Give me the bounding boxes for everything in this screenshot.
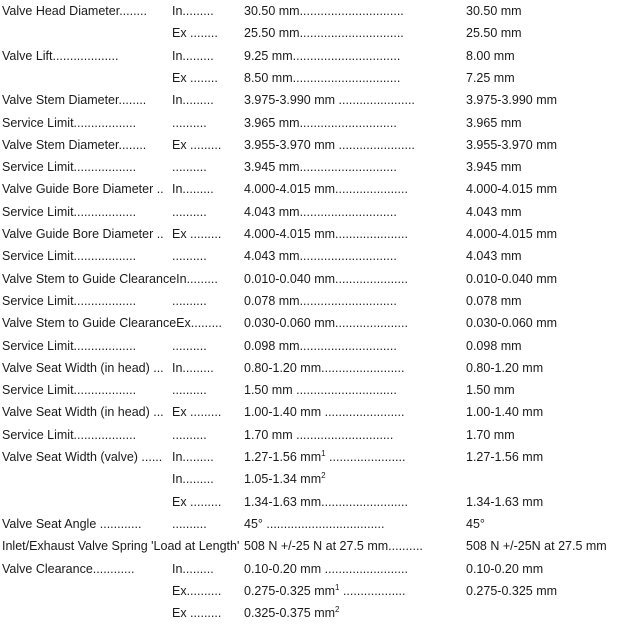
standard-value — [244, 360, 464, 376]
port-type: .......... — [172, 338, 207, 353]
port-type: .......... — [172, 516, 207, 531]
standard-value — [244, 92, 464, 108]
standard-value — [244, 494, 464, 510]
standard-value — [244, 226, 464, 242]
spec-label: Service Limit.................. — [2, 427, 137, 442]
spec-row — [0, 514, 627, 534]
port-type: Ex.......... — [172, 583, 222, 598]
spec-label: Valve Clearance............ — [2, 561, 135, 576]
limit-value: 25.50 mm — [466, 26, 522, 41]
limit-value: 1.27-1.56 mm — [466, 450, 544, 464]
limit-value: 4.043 mm — [466, 204, 522, 219]
standard-value-text: 0.078 mm............................ — [244, 293, 397, 308]
spec-label: Valve Seat Width (in head) ... — [2, 360, 164, 375]
port-type: In......... — [172, 93, 214, 108]
standard-value — [244, 471, 464, 487]
port-type: Ex ........ — [172, 26, 218, 41]
footnote-marker: 2 — [335, 605, 340, 615]
standard-value-text: 0.325-0.375 mm — [244, 606, 336, 621]
spec-row — [0, 269, 627, 289]
port-type: In......... — [172, 182, 214, 197]
standard-value — [244, 70, 464, 86]
port-type: In......... — [172, 4, 214, 18]
spec-label: Valve Lift................... — [2, 48, 119, 63]
spec-row — [0, 46, 627, 66]
standard-value-text: 508 N +/-25 N at 27.5 mm.......... — [244, 539, 423, 554]
port-type: .......... — [172, 383, 207, 398]
spec-row — [0, 603, 627, 623]
port-type: .......... — [172, 293, 207, 308]
port-type: Ex ......... — [172, 227, 222, 241]
standard-value — [244, 338, 464, 354]
limit-value: 3.975-3.990 mm — [466, 93, 558, 108]
standard-value — [244, 427, 464, 443]
spec-row — [0, 291, 627, 311]
standard-value — [244, 561, 464, 577]
standard-value — [244, 605, 464, 621]
standard-value — [244, 115, 464, 131]
spec-row — [0, 246, 627, 266]
port-type: Ex ......... — [172, 137, 222, 152]
spec-row — [0, 157, 627, 177]
port-type: In......... — [172, 48, 214, 63]
port-type: In......... — [172, 472, 214, 487]
limit-value: 1.70 mm — [466, 427, 515, 442]
standard-value-text: 3.945 mm............................ — [244, 160, 397, 175]
standard-value — [244, 159, 464, 175]
spec-label: Valve Seat Width (in head) ... — [2, 405, 164, 420]
limit-value: 0.010-0.040 mm — [466, 271, 558, 286]
limit-value: 30.50 mm — [466, 4, 522, 18]
standard-value — [244, 25, 464, 41]
port-type: Ex ......... — [172, 606, 222, 621]
footnote-marker: 2 — [321, 471, 326, 481]
standard-value-text: 4.000-4.015 mm..................... — [244, 182, 408, 197]
standard-value — [244, 516, 464, 532]
spec-label: Valve Stem to Guide ClearanceIn......... — [2, 271, 218, 286]
limit-value: 7.25 mm — [466, 70, 515, 85]
spec-row — [0, 469, 627, 489]
standard-value-text: 0.098 mm............................ — [244, 338, 397, 353]
spec-row — [0, 559, 627, 579]
standard-value — [244, 315, 464, 331]
port-type: .......... — [172, 204, 207, 219]
limit-value: 4.000-4.015 mm — [466, 227, 558, 241]
spec-row — [0, 90, 627, 110]
port-type: Ex ......... — [172, 405, 222, 420]
standard-value-text: 3.965 mm............................ — [244, 115, 397, 130]
standard-value — [244, 583, 464, 599]
spec-label: Valve Head Diameter........ — [2, 4, 147, 18]
leader-dots: .................. — [339, 583, 406, 598]
port-type: In......... — [172, 450, 214, 464]
spec-row — [0, 336, 627, 356]
spec-label: Service Limit.................. — [2, 249, 137, 264]
standard-value — [244, 137, 464, 153]
limit-value: 1.34-1.63 mm — [466, 494, 544, 509]
standard-value-text: 8.50 mm............................... — [244, 70, 401, 85]
spec-row — [0, 380, 627, 400]
standard-value — [244, 48, 464, 64]
standard-value-text: 1.34-1.63 mm......................... — [244, 494, 408, 509]
limit-value: 3.965 mm — [466, 115, 522, 130]
spec-label: Service Limit.................. — [2, 204, 137, 219]
spec-label: Service Limit.................. — [2, 160, 137, 175]
footnote-marker: 1 — [335, 582, 340, 592]
spec-row — [0, 358, 627, 378]
limit-value: 508 N +/-25N at 27.5 mm — [466, 539, 607, 554]
standard-value — [244, 3, 464, 19]
spec-row — [0, 536, 627, 556]
limit-value: 0.10-0.20 mm — [466, 561, 544, 576]
spec-label: Valve Stem Diameter........ — [2, 137, 147, 152]
spec-label: Service Limit.................. — [2, 338, 137, 353]
standard-value — [244, 538, 464, 554]
limit-value: 45° — [466, 516, 485, 531]
standard-value — [244, 449, 464, 465]
spec-row — [0, 68, 627, 88]
standard-value-text: 4.043 mm............................ — [244, 249, 397, 264]
standard-value-text: 1.70 mm ............................ — [244, 427, 394, 442]
spec-row — [0, 224, 627, 244]
standard-value — [244, 293, 464, 309]
limit-value: 3.945 mm — [466, 160, 522, 175]
standard-value — [244, 404, 464, 420]
standard-value-text: 0.10-0.20 mm ........................ — [244, 561, 408, 576]
standard-value-text: 1.00-1.40 mm ....................... — [244, 405, 405, 420]
spec-row — [0, 113, 627, 133]
spec-row — [0, 135, 627, 155]
spec-row — [0, 447, 627, 467]
port-type: In......... — [172, 360, 214, 375]
standard-value-text: 0.80-1.20 mm........................ — [244, 360, 405, 375]
spec-row — [0, 581, 627, 601]
standard-value — [244, 204, 464, 220]
standard-value-text: 30.50 mm.............................. — [244, 4, 404, 18]
standard-value-text: 1.50 mm ............................. — [244, 383, 397, 398]
spec-row — [0, 179, 627, 199]
limit-value: 1.50 mm — [466, 383, 515, 398]
standard-value — [244, 181, 464, 197]
footnote-marker: 1 — [321, 449, 326, 458]
spec-row — [0, 202, 627, 222]
standard-value-text: 9.25 mm............................... — [244, 48, 401, 63]
standard-value-text: 1.05-1.34 mm — [244, 472, 322, 487]
spec-label: Valve Guide Bore Diameter .. — [2, 227, 164, 241]
port-type: .......... — [172, 427, 207, 442]
spec-row — [0, 492, 627, 512]
port-type: In......... — [172, 561, 214, 576]
standard-value-text: 0.275-0.325 mm — [244, 583, 336, 598]
standard-value-text: 3.955-3.970 mm ...................... — [244, 137, 415, 152]
limit-value: 0.275-0.325 mm — [466, 583, 558, 598]
spec-label: Valve Seat Angle ............ — [2, 516, 142, 531]
spec-row — [0, 23, 627, 43]
limit-value: 3.955-3.970 mm — [466, 137, 558, 152]
limit-value: 0.80-1.20 mm — [466, 360, 544, 375]
standard-value-text: 25.50 mm.............................. — [244, 26, 404, 41]
limit-value: 0.030-0.060 mm — [466, 316, 558, 331]
port-type: .......... — [172, 160, 207, 175]
spec-label: Service Limit.................. — [2, 383, 137, 398]
spec-label: Valve Stem Diameter........ — [2, 93, 147, 108]
spec-row — [0, 1, 627, 21]
standard-value-text: 3.975-3.990 mm ...................... — [244, 93, 415, 108]
limit-value: 4.000-4.015 mm — [466, 182, 558, 197]
spec-label: Valve Guide Bore Diameter .. — [2, 182, 164, 197]
standard-value — [244, 271, 464, 287]
standard-value-text: 4.043 mm............................ — [244, 204, 397, 219]
spec-label: Inlet/Exhaust Valve Spring 'Load at Length' — [2, 539, 240, 554]
spec-label: Valve Seat Width (valve) ...... — [2, 450, 163, 464]
standard-value-text: 4.000-4.015 mm..................... — [244, 227, 408, 241]
port-type: Ex ........ — [172, 70, 218, 85]
standard-value-text: 0.010-0.040 mm..................... — [244, 271, 408, 286]
limit-value: 0.078 mm — [466, 293, 522, 308]
spec-label: Service Limit.................. — [2, 115, 137, 130]
limit-value: 1.00-1.40 mm — [466, 405, 544, 420]
limit-value: 8.00 mm — [466, 48, 515, 63]
limit-value: 4.043 mm — [466, 249, 522, 264]
spec-row — [0, 425, 627, 445]
spec-row — [0, 313, 627, 333]
port-type: .......... — [172, 115, 207, 130]
standard-value-text: 45° .................................. — [244, 516, 385, 531]
leader-dots: ...................... — [325, 450, 406, 464]
spec-label: Valve Stem to Guide ClearanceEx......... — [2, 316, 223, 331]
spec-row — [0, 402, 627, 422]
spec-label: Service Limit.................. — [2, 293, 137, 308]
limit-value: 0.098 mm — [466, 338, 522, 353]
port-type: Ex ......... — [172, 494, 222, 509]
standard-value — [244, 382, 464, 398]
standard-value-text: 0.030-0.060 mm..................... — [244, 316, 408, 331]
standard-value-text: 1.27-1.56 mm — [244, 450, 322, 464]
port-type: .......... — [172, 249, 207, 264]
standard-value — [244, 248, 464, 264]
